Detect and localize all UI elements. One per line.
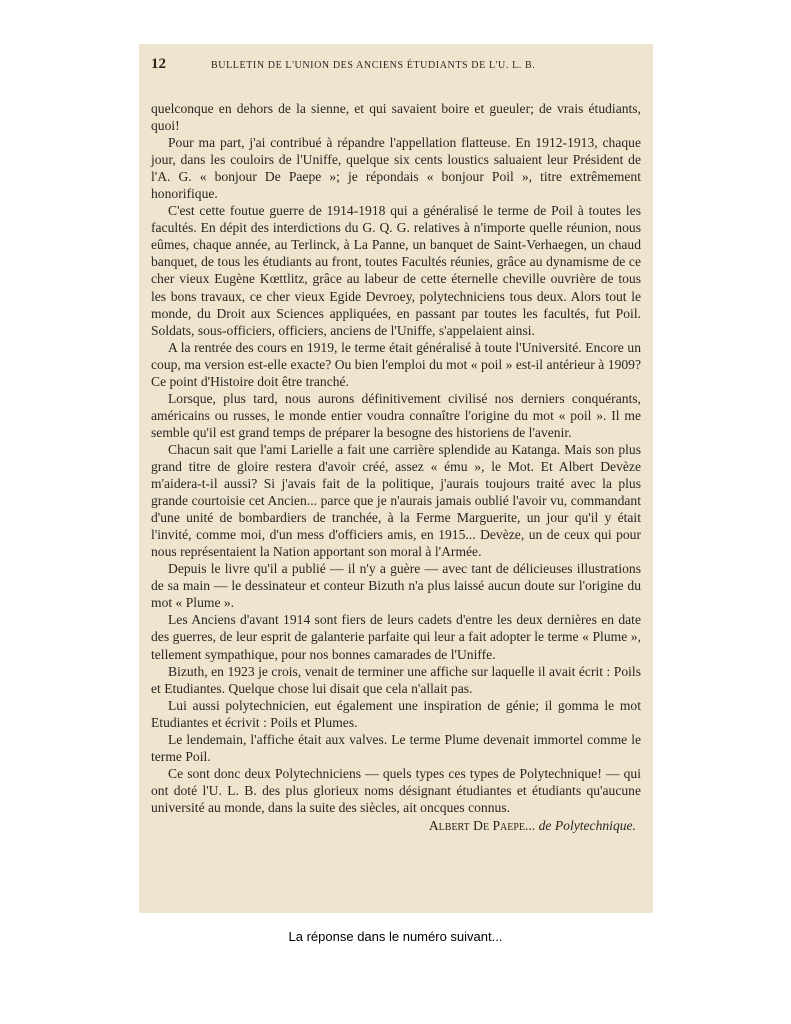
- paragraph: quelconque en dehors de la sienne, et qui savaient boire et gueuler; de vrais étudiants, quoi!: [151, 101, 641, 134]
- paragraph: Pour ma part, j'ai contribué à répandre l'appellation flatteuse. En 1912-1913, chaque jour, dans les couloirs de l'Uniffe, quelque six cents loustics saluaient leur Président de l'A. G. « bonjour De Paepe »; je répondais « bonjour Poil », titre extrêmement honorifique.: [151, 135, 641, 202]
- paragraph: Lorsque, plus tard, nous aurons définitivement civilisé nos derniers conquérants, américains ou russes, le monde entier voudra connaître l'origine du mot « poil ». Il me semble qu'il est grand temps de préparer la besogne des historiens de l'avenir.: [151, 390, 641, 440]
- paragraph: Le lendemain, l'affiche était aux valves. Le terme Plume devenait immortel comme le terme Poil.: [151, 731, 641, 764]
- paragraph: C'est cette foutue guerre de 1914-1918 qui a généralisé le terme de Poil à toutes les facultés. En dépit des interdictions du G. Q. G. relatives à n'importe quelle réunion, nous eûmes, chaque année, au Terlinck, à La Panne, un banquet de Saint-Verhaegen, un chaud banquet, de tous les étudiants au front, toutes Facultés réunies, grâce au dynamisme de ce cher vieux Eugène Kœttlitz, grâce au labeur de cette éternelle cheville ouvrière de tous les bons travaux, ce cher vieux Egide Devroey, polytechniciens tous deux. Alors tout le monde, du Droit aux Sciences appliquées, en passant par toutes les facultés, fut Poil. Soldats, sous-officiers, officiers, anciens de l'Uniffe, s'appelaient ainsi.: [151, 203, 641, 338]
- signature-author: Albert De Paepe...: [428, 817, 536, 833]
- paragraph: Bizuth, en 1923 je crois, venait de terminer une affiche sur laquelle il avait écrit : Poils et Etudiantes. Quelque chose lui disait que cela n'allait pas.: [151, 663, 641, 696]
- scanned-page: [139, 44, 653, 913]
- paragraph: Les Anciens d'avant 1914 sont fiers de leurs cadets d'entre les deux dernières en date des guerres, de leur esprit de galanterie parfaite qui leur a fait adopter le terme « Plume », tellement sympathique, pour nos bonnes camarades de l'Uniffe.: [151, 612, 641, 662]
- article-body: [151, 100, 641, 816]
- paragraph: Depuis le livre qu'il a publié — il n'y a guère — avec tant de délicieuses illustrations de sa main — le dessinateur et conteur Bizuth n'a plus laissé aucun doute sur l'origine du mot « Plume ».: [151, 561, 641, 611]
- signature: [151, 818, 641, 834]
- running-title: BULLETIN DE L'UNION DES ANCIENS ÉTUDIANTS DE L'U. L. B.: [211, 60, 536, 71]
- paragraph: Chacun sait que l'ami Larielle a fait une carrière splendide au Katanga. Mais son plus grand titre de gloire restera d'avoir créé, assez « ému », le Mot. Et Albert Devèze m'aidera-t-il aussi? Si j'avais fait de la politique, j'aurais toujours traité avec la plus grande courtoisie cet Ancien... parce que je n'aurais jamais oublié l'avoir vu, commandant d'une unité de bombardiers de tranchée, à la Ferme Marguerite, un jour qu'il y était l'invité, comme moi, d'un mess d'officiers amis, en 1915... Devèze, un de ceux qui pour nous représentaient la Nation apportant son moral à l'Armée.: [151, 441, 641, 560]
- signature-affiliation: de Polytechnique.: [538, 817, 636, 833]
- caption: La réponse dans le numéro suivant...: [288, 929, 503, 944]
- page-header: [151, 56, 641, 82]
- paragraph: Lui aussi polytechnicien, eut également une inspiration de génie; il gomma le mot Etudiantes et écrivit : Poils et Plumes.: [151, 697, 641, 730]
- paragraph: A la rentrée des cours en 1919, le terme était généralisé à toute l'Université. Encore un coup, ma version est-elle exacte? Ou bien l'emploi du mot « poil » est-il antérieur à 1909? Ce point d'Histoire doit être tranché.: [151, 339, 641, 389]
- paragraph: Ce sont donc deux Polytechniciens — quels types ces types de Polytechnique! — qui ont doté l'U. L. B. des plus glorieux noms désignant étudiantes et étudiants qu'aucune université au monde, dans la suite des siècles, ait oncques connus.: [151, 765, 641, 815]
- page-number: 12: [151, 56, 166, 72]
